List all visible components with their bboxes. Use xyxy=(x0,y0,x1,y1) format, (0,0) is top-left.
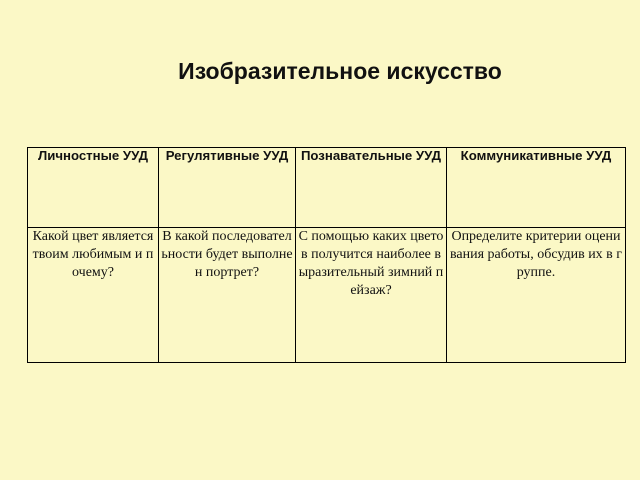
slide-title: Изобразительное искусство xyxy=(178,58,502,84)
cell-regulatory xyxy=(159,228,296,363)
cell-personal-text: Какой цвет является твоим любимым и почему? xyxy=(32,229,154,280)
table-row xyxy=(28,228,626,363)
header-personal: Личностные УУД xyxy=(28,148,159,228)
uud-table xyxy=(27,147,626,363)
cell-cognitive xyxy=(296,228,447,363)
header-communicative: Коммуникативные УУД xyxy=(447,148,626,228)
cell-communicative-text: Определите критерии оценивания работы, обсудив их в группе. xyxy=(449,229,623,280)
cell-communicative xyxy=(447,228,626,363)
header-regulatory: Регулятивные УУД xyxy=(159,148,296,228)
cell-regulatory-text: В какой последовательности будет выполнен портрет? xyxy=(161,229,293,280)
header-cognitive: Познавательные УУД xyxy=(296,148,447,228)
table-header-row xyxy=(28,148,626,228)
cell-cognitive-text: С помощью каких цветов получится наиболее выразительный зимний пейзаж? xyxy=(298,229,444,298)
cell-personal xyxy=(28,228,159,363)
